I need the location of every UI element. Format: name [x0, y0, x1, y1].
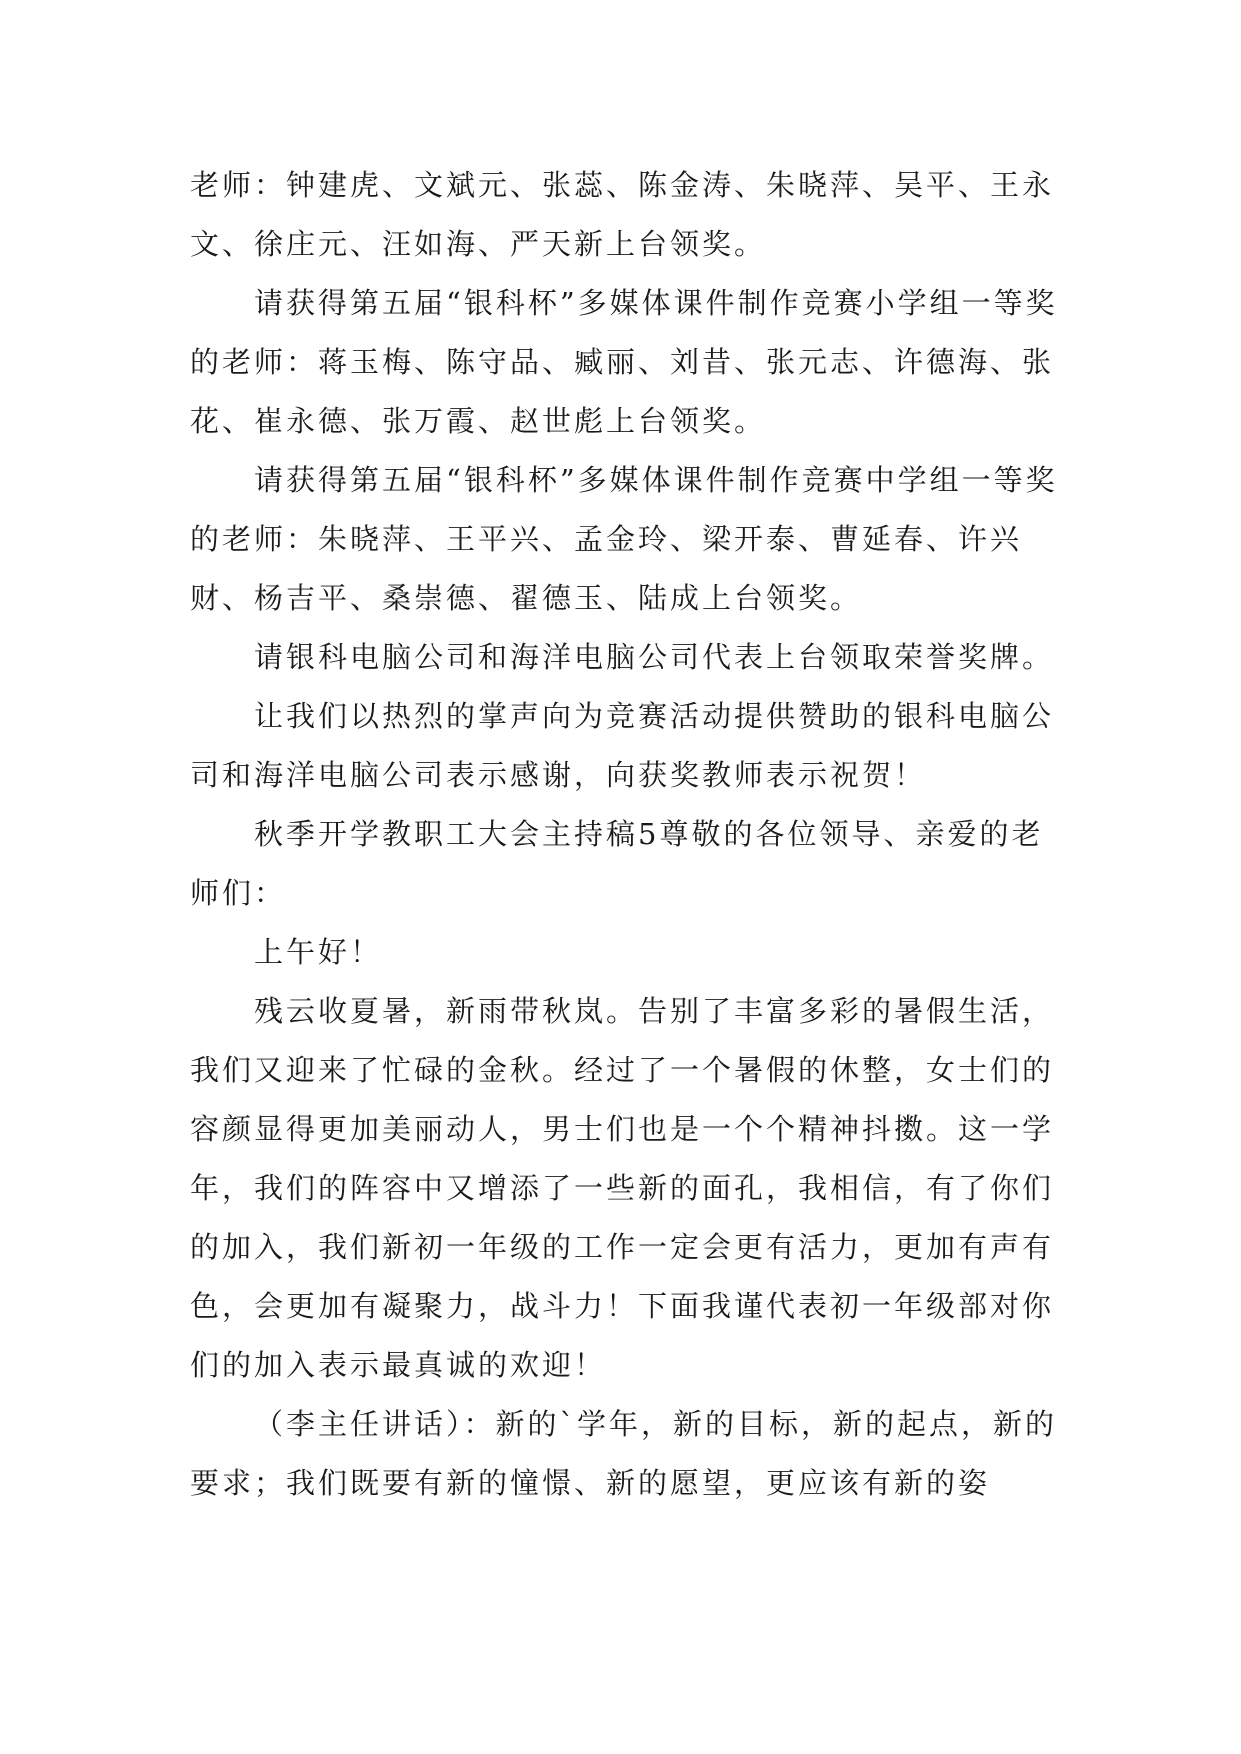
document-body — [190, 156, 1060, 1513]
paragraph-middle-school-group-award: 请获得第五届“银科杯”多媒体课件制作竞赛中学组一等奖的老师：朱晓萍、王平兴、孟金玲、梁开泰、曹延春、许兴财、杨吉平、桑崇德、翟德玉、陆成上台领奖。 — [190, 463, 1058, 615]
paragraph-welcome-new-staff: 残云收夏暑，新雨带秋岚。告别了丰富多彩的暑假生活，我们又迎来了忙碌的金秋。经过了一个暑假的休整，女士们的容颜显得更加美丽动人，男士们也是一个个精神抖擞。这一学年，我们的阵容中又增添了一些新的面孔，我相信，有了你们的加入，我们新初一年级的工作一定会更有活力，更加有声有色，会更加有凝聚力，战斗力！下面我谨代表初一年级部对你们的加入表示最真诚的欢迎！ — [190, 994, 1055, 1382]
paragraph-speech-title-greeting: 秋季开学教职工大会主持稿5尊敬的各位领导、亲爱的老师们： — [190, 817, 1044, 910]
paragraph-director-speech: （李主任讲话）：新的`学年，新的目标，新的起点，新的要求；我们既要有新的憧憬、新的愿望，更应该有新的姿 — [190, 1407, 1058, 1500]
paragraph-company-honor-plaque: 请银科电脑公司和海洋电脑公司代表上台领取荣誉奖牌。 — [254, 640, 1055, 674]
paragraph-award-list-continued: 老师：钟建虎、文斌元、张蕊、陈金涛、朱晓萍、吴平、王永文、徐庄元、汪如海、严天新上台领奖。 — [190, 168, 1055, 261]
paragraph-thanks-sponsors: 让我们以热烈的掌声向为竞赛活动提供赞助的银科电脑公司和海洋电脑公司表示感谢，向获奖教师表示祝贺！ — [190, 699, 1055, 792]
paragraph-good-morning: 上午好！ — [254, 935, 383, 969]
paragraph-primary-group-award: 请获得第五届“银科杯”多媒体课件制作竞赛小学组一等奖的老师：蒋玉梅、陈守品、臧丽、刘昔、张元志、许德海、张花、崔永德、张万霞、赵世彪上台领奖。 — [190, 286, 1058, 438]
